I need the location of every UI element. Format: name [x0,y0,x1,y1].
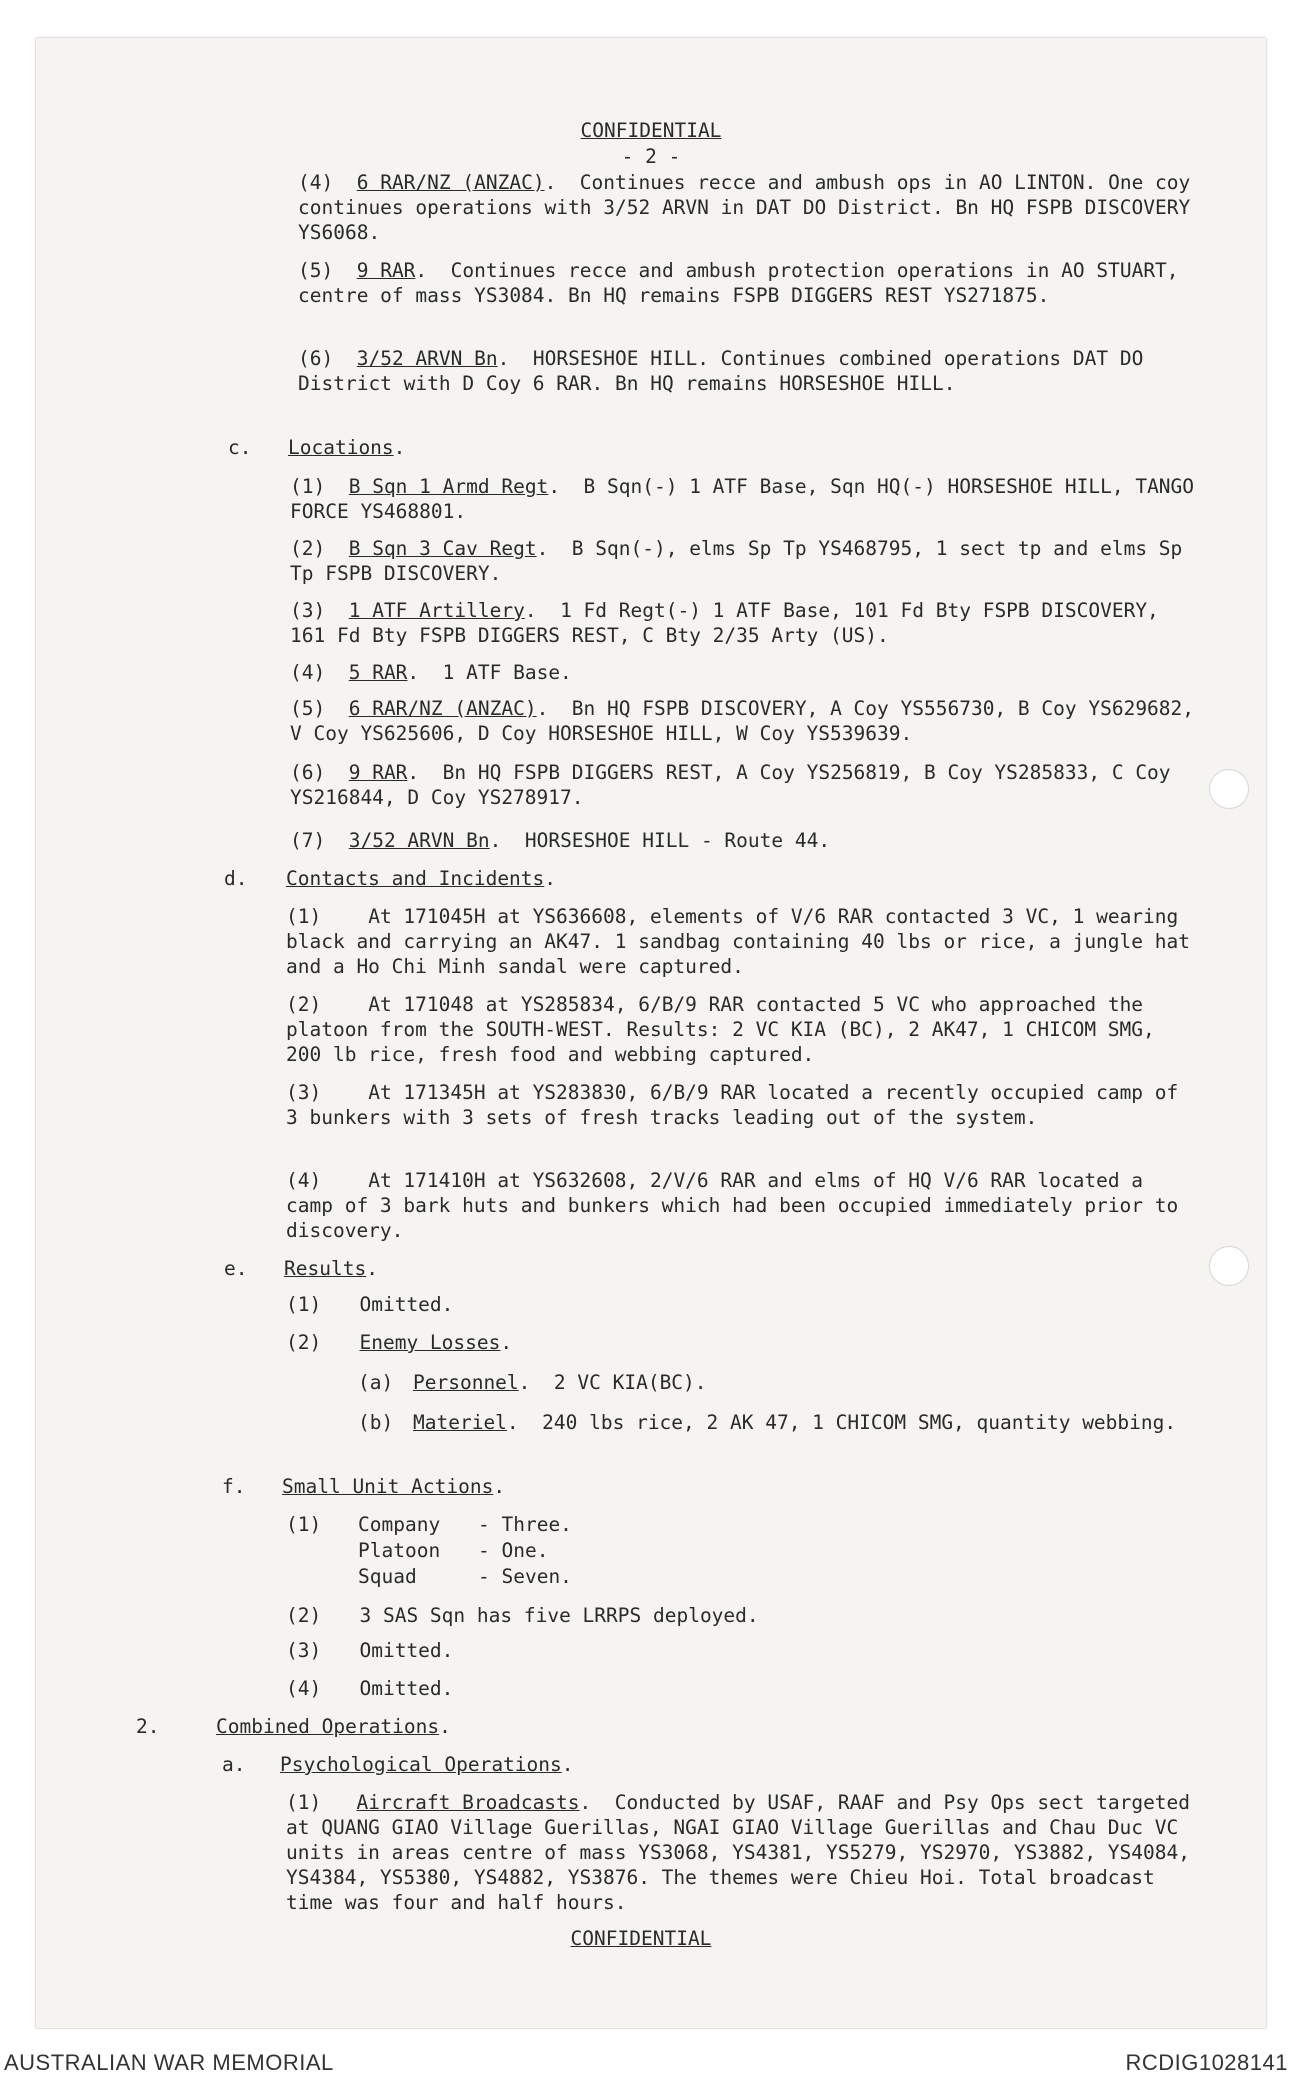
item-f2: (2) 3 SAS Sqn has five LRRPS deployed. [286,1604,759,1627]
unit-actions-company: Company - Three. [358,1513,572,1536]
section-d-letter: d. [224,867,248,890]
item-c2: (2) B Sqn 3 Cav Regt. B Sqn(-), elms Sp Tp YS468795, 1 sect tp and elms Sp Tp FSPB DISCOVERY. [290,537,1183,585]
item-b4: (4) 6 RAR/NZ (ANZAC). Continues recce and ambush ops in AO LINTON. One coy continues operations with 3/52 ARVN in DAT DO District. Bn HQ FSPB DISCOVERY YS6068. [298,171,1191,244]
section-e-title: Results. [284,1257,378,1280]
item-e2b: (b) Materiel. 240 lbs rice, 2 AK 47, 1 CHICOM SMG, quantity webbing. [358,1411,1177,1434]
unit-actions-squad: Squad - Seven. [358,1565,572,1588]
classification-footer: CONFIDENTIAL [570,1927,712,1950]
item-e1: (1) Omitted. [286,1293,454,1316]
item-f4: (4) Omitted. [286,1677,454,1700]
classification-header: CONFIDENTIAL [580,119,722,142]
item-b6: (6) 3/52 ARVN Bn. HORSESHOE HILL. Continues combined operations DAT DO District with D Coy 6 RAR. Bn HQ remains HORSESHOE HILL. [298,347,1144,395]
item-c4: (4) 5 RAR. 1 ATF Base. [290,661,572,684]
item-c5: (5) 6 RAR/NZ (ANZAC). Bn HQ FSPB DISCOVERY, A Coy YS556730, B Coy YS629682, V Coy YS625606, D Coy HORSESHOE HILL, W Coy YS539639. [290,697,1195,745]
item-e2a: (a) Personnel. 2 VC KIA(BC). [358,1371,707,1394]
section-2a-letter: a. [222,1753,246,1776]
punch-hole [1209,769,1249,809]
section-2-number: 2. [136,1715,160,1738]
section-c-letter: c. [228,436,252,459]
item-c7: (7) 3/52 ARVN Bn. HORSESHOE HILL - Route 44. [290,829,831,852]
section-f-title: Small Unit Actions. [282,1475,506,1498]
item-f3: (3) Omitted. [286,1639,454,1662]
section-2a-title: Psychological Operations. [280,1753,574,1776]
item-d2: (2) At 171048 at YS285834, 6/B/9 RAR contacted 5 VC who approached the platoon from the SOUTH-WEST. Results: 2 VC KIA (BC), 2 AK47, 1 CHICOM SMG, 200 lb rice, fresh food and webbing captured. [286,993,1155,1066]
punch-hole [1209,1246,1249,1286]
section-c-title: Locations. [288,436,406,459]
item-c1: (1) B Sqn 1 Armd Regt. B Sqn(-) 1 ATF Base, Sqn HQ(-) HORSESHOE HILL, TANGO FORCE YS468801. [290,475,1195,523]
document-page [36,38,1266,2028]
item-2a1: (1) Aircraft Broadcasts. Conducted by USAF, RAAF and Psy Ops sect targeted at QUANG GIAO Village Guerillas, NGAI GIAO Village Guerillas and Chau Duc VC units in areas centre of mass YS3068, YS4381, YS5279, YS2970, YS3882, YS4084, YS4384, YS5380, YS4882, YS3876. The themes were Chieu Hoi. Total broadcast time was four and half hours. [286,1791,1191,1914]
section-e-letter: e. [224,1257,248,1280]
item-c3: (3) 1 ATF Artillery. 1 Fd Regt(-) 1 ATF Base, 101 Fd Bty FSPB DISCOVERY, 161 Fd Bty FSPB DIGGERS REST, C Bty 2/35 Arty (US). [290,599,1159,647]
item-e2: (2) Enemy Losses. [286,1331,513,1354]
item-f1-number: (1) [286,1513,322,1536]
archive-credit: AUSTRALIAN WAR MEMORIAL [4,2050,334,2075]
item-c6: (6) 9 RAR. Bn HQ FSPB DIGGERS REST, A Coy YS256819, B Coy YS285833, C Coy YS216844, D Coy YS278917. [290,761,1171,809]
item-d1: (1) At 171045H at YS636608, elements of V/6 RAR contacted 3 VC, 1 wearing black and carrying an AK47. 1 sandbag containing 40 lbs or rice, a jungle hat and a Ho Chi Minh sandal were captured. [286,905,1190,978]
archive-id: RCDIG1028141 [1125,2050,1288,2075]
section-2-title: Combined Operations. [216,1715,451,1738]
unit-actions-platoon: Platoon - One. [358,1539,549,1562]
section-f-letter: f. [222,1475,246,1498]
item-d3: (3) At 171345H at YS283830, 6/B/9 RAR located a recently occupied camp of 3 bunkers with 3 sets of fresh tracks leading out of the system. [286,1081,1179,1129]
item-b5: (5) 9 RAR. Continues recce and ambush protection operations in AO STUART, centre of mass YS3084. Bn HQ remains FSPB DIGGERS REST YS271875. [298,259,1179,307]
section-d-title: Contacts and Incidents. [286,867,557,890]
item-d4: (4) At 171410H at YS632608, 2/V/6 RAR and elms of HQ V/6 RAR located a camp of 3 bark huts and bunkers which had been occupied immediately prior to discovery. [286,1169,1179,1242]
page-number: - 2 - [621,145,681,168]
